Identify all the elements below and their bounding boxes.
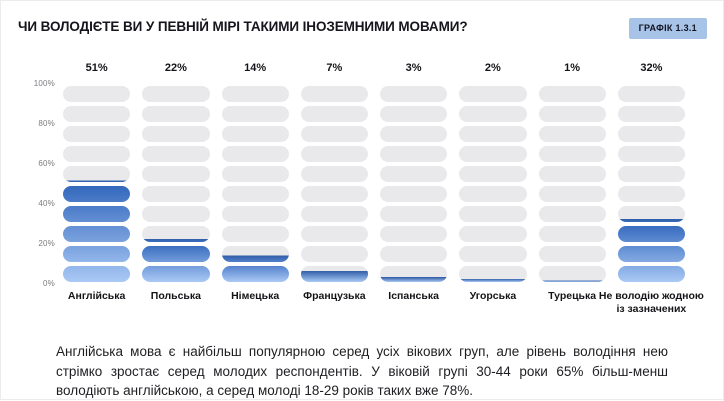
bar-segment-cell [222, 104, 289, 124]
value-label: 51% [85, 62, 108, 74]
bar-segment-cell [459, 224, 526, 244]
bar-segment-cell [380, 244, 447, 264]
bar-segment-cell [301, 184, 368, 204]
bar-segment-cell [142, 124, 209, 144]
bar-segment [63, 246, 130, 262]
bar-segment [301, 246, 368, 262]
bar-segment [459, 266, 526, 282]
bar-segment [459, 226, 526, 242]
bar-segment-cell [380, 264, 447, 284]
bar-segment [222, 186, 289, 202]
bar-segment-cell [380, 84, 447, 104]
bar-segment-cell [618, 144, 685, 164]
bar-segment [301, 166, 368, 182]
bar-segment-cell [380, 164, 447, 184]
bar-segment [142, 226, 209, 242]
category-labels-row [63, 290, 704, 318]
bar-segment-cell [142, 184, 209, 204]
y-tick-label: 100% [33, 79, 55, 88]
bar-segment [380, 206, 447, 222]
bar-segment-cell [222, 244, 289, 264]
bar-column [142, 84, 209, 284]
bar-segment [301, 226, 368, 242]
bar-segment-cell [618, 84, 685, 104]
bar-segment-cell [301, 204, 368, 224]
y-axis [0, 79, 55, 288]
chart-columns [63, 84, 685, 284]
bar-segment-cell [380, 184, 447, 204]
bar-segment [380, 226, 447, 242]
y-tick-label: 80% [38, 119, 55, 128]
bar-segment [539, 126, 606, 142]
bar-segment [618, 246, 685, 262]
y-tick-label: 20% [38, 239, 55, 248]
bar-segment [222, 126, 289, 142]
bar-segment [380, 266, 447, 282]
bar-segment-cell [301, 164, 368, 184]
bar-segment [142, 246, 209, 262]
bar-segment-cell [459, 104, 526, 124]
category-label: Німецька [231, 290, 280, 302]
bar-segment-cell [459, 244, 526, 264]
bar-segment-cell [459, 144, 526, 164]
bar-segment [301, 146, 368, 162]
bar-segment [618, 206, 685, 222]
page-title: ЧИ ВОЛОДІЄТЕ ВИ У ПЕВНІЙ МІРІ ТАКИМИ ІНОЗЕМНИМИ МОВАМИ? [18, 19, 468, 34]
bar-segment [301, 126, 368, 142]
bar-segment-cell [459, 204, 526, 224]
bar-segment [222, 166, 289, 182]
bar-segment [380, 246, 447, 262]
bar-column [618, 84, 685, 284]
bar-segment-cell [63, 84, 130, 104]
bar-segment [539, 266, 606, 282]
bar-segment [222, 246, 289, 262]
bar-segment-cell [63, 164, 130, 184]
bar-segment [380, 126, 447, 142]
value-label: 2% [484, 62, 501, 74]
bar-segment [539, 206, 606, 222]
bar-segment-cell [618, 244, 685, 264]
bar-segment [618, 266, 685, 282]
bar-segment [301, 106, 368, 122]
bar-segment-cell [618, 204, 685, 224]
bar-segment [142, 186, 209, 202]
bar-segment [222, 266, 289, 282]
category-label: Угорська [469, 290, 517, 302]
bar-segment-cell [459, 124, 526, 144]
bar-segment-cell [142, 204, 209, 224]
bar-segment-cell [301, 104, 368, 124]
bar-segment-cell [142, 224, 209, 244]
bar-segment-cell [618, 264, 685, 284]
bar-segment-cell [301, 124, 368, 144]
bar-column [301, 84, 368, 284]
bar-segment [63, 146, 130, 162]
bar-segment [459, 106, 526, 122]
value-label: 1% [564, 62, 581, 74]
bar-segment-cell [63, 264, 130, 284]
summary-paragraph: Англійська мова є найбільш популярною серед усіх вікових груп, але рівень володіння нею стрімко зростає серед молодих респондентів. У віковій групі 30-44 роки 65% більш-менш володіють англійською, а серед молоді 18-29 років таких вже 78%. [56, 344, 668, 398]
bar-column [222, 84, 289, 284]
bar-segment-cell [142, 84, 209, 104]
bar-segment [539, 146, 606, 162]
bar-segment-cell [142, 264, 209, 284]
category-label: Англійська [67, 290, 126, 302]
y-tick-label: 60% [38, 159, 55, 168]
bar-segment [142, 86, 209, 102]
bar-segment-cell [301, 144, 368, 164]
bar-segment [63, 226, 130, 242]
bar-segment-cell [618, 184, 685, 204]
bar-segment-cell [63, 244, 130, 264]
bar-segment [459, 186, 526, 202]
bar-segment-cell [142, 104, 209, 124]
bar-segment-cell [380, 144, 447, 164]
bar-segment [222, 106, 289, 122]
bar-segment [380, 166, 447, 182]
bar-segment-cell [222, 164, 289, 184]
category-label: Не володію жодною із зазначених [598, 290, 704, 316]
bar-segment-cell [539, 264, 606, 284]
bar-segment [459, 86, 526, 102]
bar-segment-cell [63, 144, 130, 164]
value-label: 14% [244, 62, 267, 74]
bar-segment-cell [63, 184, 130, 204]
bar-segment-cell [142, 144, 209, 164]
bar-segment [301, 86, 368, 102]
y-tick-label: 40% [38, 199, 55, 208]
bar-segment-cell [222, 264, 289, 284]
bar-segment [222, 206, 289, 222]
bar-segment-cell [222, 84, 289, 104]
bar-segment [539, 186, 606, 202]
bar-segment [539, 226, 606, 242]
bar-segment [222, 146, 289, 162]
bar-segment [301, 206, 368, 222]
value-label: 3% [405, 62, 422, 74]
bar-segment [142, 146, 209, 162]
bar-segment [142, 206, 209, 222]
bar-segment [63, 206, 130, 222]
bar-segment [380, 86, 447, 102]
bar-segment [380, 186, 447, 202]
bar-segment-cell [63, 224, 130, 244]
bar-segment-cell [301, 224, 368, 244]
bar-segment-cell [63, 104, 130, 124]
bar-segment-cell [459, 184, 526, 204]
bar-segment [539, 246, 606, 262]
value-labels-row [63, 62, 685, 74]
bar-segment [63, 186, 130, 202]
y-tick-label: 0% [43, 279, 55, 288]
bar-segment-cell [63, 204, 130, 224]
bar-segment [539, 166, 606, 182]
bar-segment [63, 166, 130, 182]
bar-segment-cell [301, 244, 368, 264]
bar-segment-cell [459, 84, 526, 104]
bar-segment-cell [222, 124, 289, 144]
bar-segment [380, 106, 447, 122]
value-label: 32% [640, 62, 663, 74]
bar-segment-cell [618, 164, 685, 184]
bar-segment-cell [222, 144, 289, 164]
bar-segment [142, 106, 209, 122]
bar-segment [459, 146, 526, 162]
bar-column [539, 84, 606, 284]
bar-segment [142, 166, 209, 182]
bar-segment [459, 246, 526, 262]
bar-segment-cell [539, 144, 606, 164]
bar-segment [618, 126, 685, 142]
bar-segment [63, 266, 130, 282]
chart-ref-badge: ГРАФІК 1.3.1 [629, 18, 707, 39]
bar-segment-cell [459, 164, 526, 184]
bar-segment-cell [618, 104, 685, 124]
category-label: Французька [303, 290, 366, 302]
bar-segment-cell [301, 84, 368, 104]
category-label-cell [598, 290, 704, 318]
bar-segment [222, 226, 289, 242]
bar-segment [459, 126, 526, 142]
bar-segment-cell [63, 124, 130, 144]
bar-segment [539, 86, 606, 102]
bar-segment-cell [222, 184, 289, 204]
bar-segment-cell [539, 124, 606, 144]
bar-segment [539, 106, 606, 122]
bar-segment-cell [380, 224, 447, 244]
category-label: Польська [150, 290, 201, 302]
bar-segment [63, 86, 130, 102]
category-label: Турецька [548, 290, 597, 302]
bar-segment [618, 106, 685, 122]
bar-segment-cell [539, 104, 606, 124]
bar-segment-cell [539, 204, 606, 224]
bar-segment-cell [539, 84, 606, 104]
bar-segment-cell [222, 204, 289, 224]
bar-segment [301, 266, 368, 282]
bar-segment-cell [222, 224, 289, 244]
bar-segment [380, 146, 447, 162]
bar-column [459, 84, 526, 284]
category-label: Іспанська [388, 290, 439, 302]
bar-segment [618, 86, 685, 102]
bar-segment [459, 166, 526, 182]
bar-segment-cell [618, 124, 685, 144]
bar-segment-cell [142, 244, 209, 264]
value-label: 7% [326, 62, 343, 74]
bar-segment-cell [380, 124, 447, 144]
value-label: 22% [164, 62, 187, 74]
bar-segment-cell [539, 244, 606, 264]
bar-segment [618, 226, 685, 242]
bar-segment-cell [301, 264, 368, 284]
bar-segment [222, 86, 289, 102]
bar-segment [142, 126, 209, 142]
bar-segment-cell [380, 204, 447, 224]
bar-segment-cell [380, 104, 447, 124]
bar-segment [618, 146, 685, 162]
bar-segment-cell [539, 164, 606, 184]
bar-column [380, 84, 447, 284]
bar-segment [618, 166, 685, 182]
bar-segment-cell [459, 264, 526, 284]
bar-segment [63, 126, 130, 142]
bar-segment-cell [539, 224, 606, 244]
bar-segment-cell [539, 184, 606, 204]
bar-segment [618, 186, 685, 202]
bar-segment-cell [142, 164, 209, 184]
bar-column [63, 84, 130, 284]
bar-segment-cell [618, 224, 685, 244]
bar-segment [459, 206, 526, 222]
bar-segment [301, 186, 368, 202]
bar-segment [142, 266, 209, 282]
bar-segment [63, 106, 130, 122]
